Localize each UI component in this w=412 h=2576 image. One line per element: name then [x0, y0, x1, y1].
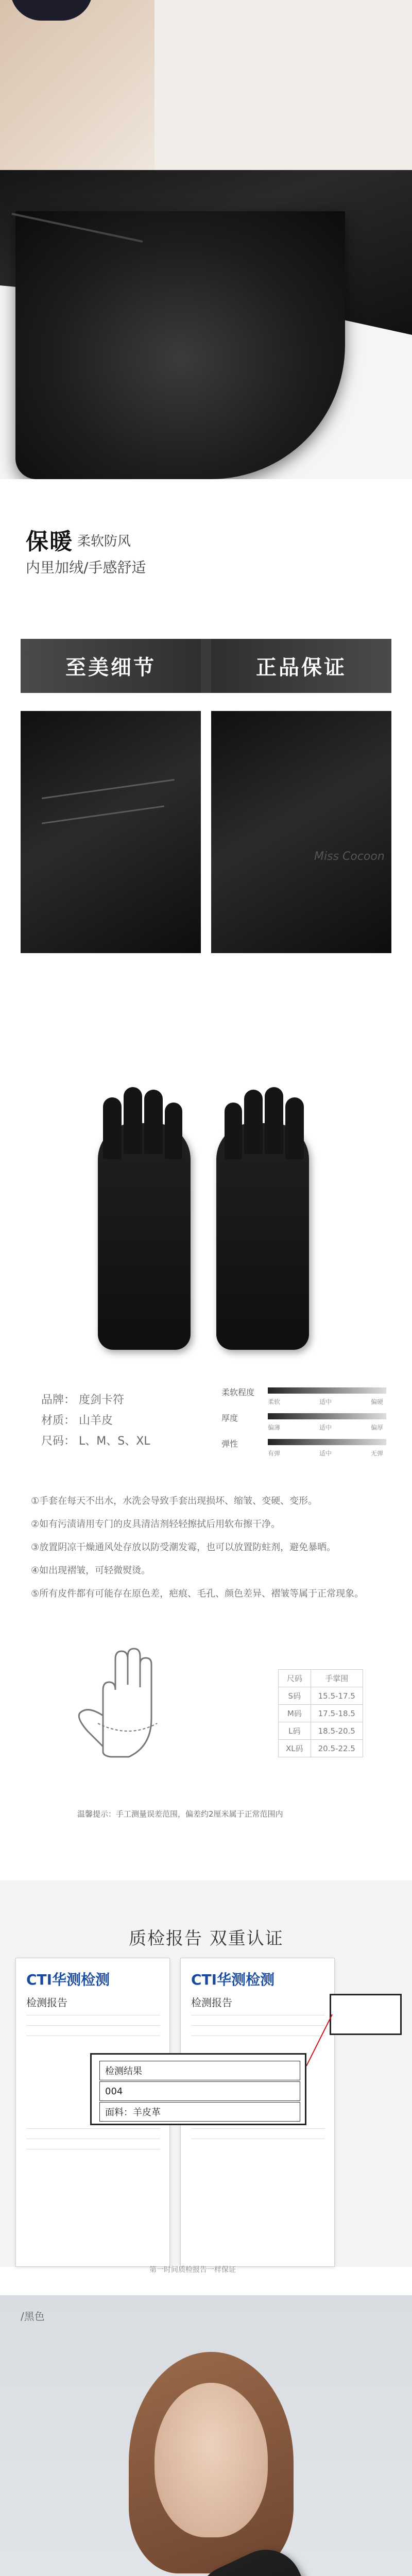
- glove-finger: [103, 1097, 122, 1159]
- authentic-label-box: [211, 639, 391, 693]
- spec-value: L、M、S、XL: [79, 1435, 150, 1448]
- table-cell: 18.5-20.5: [311, 1722, 363, 1740]
- zoom-frame: [330, 1994, 402, 2035]
- glove-finger: [165, 1103, 182, 1159]
- report-heading: 检测报告: [26, 1996, 67, 2009]
- cti-logo: CTI华测检测: [26, 1971, 110, 1988]
- glove-finger: [124, 1087, 142, 1154]
- feature-description: 内里加绒/手感舒适: [26, 559, 146, 576]
- spec-material: [41, 1412, 113, 1428]
- callout-row: 面料：羊皮革: [99, 2102, 300, 2122]
- meter-tick: 无弹: [371, 1450, 384, 1457]
- meter-label: 厚度: [221, 1413, 238, 1423]
- size-table: [278, 1669, 363, 1757]
- seam-line: [42, 805, 164, 824]
- table-row: [279, 1687, 363, 1705]
- table-cell: XL码: [279, 1740, 311, 1757]
- meter-tick: 适中: [319, 1398, 332, 1405]
- hero-wrist: [0, 0, 154, 170]
- detail-photo-right: [211, 711, 391, 953]
- meter-tick: 适中: [319, 1450, 332, 1457]
- report-caption: 第一时间质检报告一样保证: [149, 2266, 236, 2274]
- care-line: ①手套在每天不出水，水洗会导致手套出现损坏、缩皱、变硬、变形。: [31, 1496, 318, 1506]
- meter-label: 柔软程度: [221, 1387, 255, 1397]
- glove-finger: [225, 1103, 242, 1159]
- glove-finger: [144, 1090, 163, 1154]
- detail-label-box: [21, 639, 201, 693]
- feature-title: 保暖: [26, 529, 73, 555]
- detail-photo-left: [21, 711, 201, 953]
- fleece-lining-photo: [0, 170, 412, 479]
- glove-finger: [244, 1090, 263, 1154]
- doc-line: [191, 2025, 325, 2026]
- meter-tick: 偏硬: [371, 1398, 384, 1405]
- authentic-label: 正品保证: [256, 656, 347, 680]
- report-heading: 检测报告: [191, 1996, 232, 2009]
- table-cell: M码: [279, 1705, 311, 1722]
- model-face: [154, 2383, 268, 2537]
- feature-subtitle: 柔软防风: [77, 534, 131, 549]
- seam-line: [42, 779, 175, 799]
- report-callout: [90, 2053, 306, 2125]
- table-cell: S码: [279, 1687, 311, 1705]
- table-row: [279, 1705, 363, 1722]
- meter-bar: [268, 1439, 386, 1445]
- care-line: ③放置阴凉干燥通风处存放以防受潮发霉，也可以放置防蛀剂，避免暴晒。: [31, 1542, 336, 1553]
- size-note: 温馨提示：手工测量误差范围，偏差约2厘米属于正常范围内: [77, 1809, 283, 1819]
- spec-label: 尺码：: [41, 1435, 76, 1448]
- meter-tick: 有弹: [268, 1450, 281, 1457]
- doc-line: [26, 2025, 160, 2026]
- meter-tick: 柔软: [268, 1398, 281, 1405]
- meter-label: 弹性: [221, 1439, 238, 1449]
- callout-row: 004: [99, 2081, 300, 2101]
- detail-banner: [21, 639, 391, 693]
- meter-bar: [268, 1387, 386, 1394]
- spec-value: 度剑卡符: [79, 1394, 125, 1406]
- callout-row: 检测结果: [99, 2061, 300, 2080]
- glove-finger: [285, 1097, 304, 1159]
- fleece-lining: [15, 211, 345, 479]
- color-label: /黑色: [21, 2310, 45, 2323]
- meter-tick: 偏厚: [371, 1424, 384, 1431]
- detail-label: 至美细节: [65, 656, 156, 680]
- table-row: [279, 1722, 363, 1740]
- table-header: 手掌围: [311, 1670, 363, 1687]
- care-line: ②如有污渍请用专门的皮具清洁剂轻轻擦拭后用软布擦干净。: [31, 1519, 281, 1530]
- report-title: 质检报告 双重认证: [129, 1928, 284, 1949]
- care-line: ④如出现褶皱，可轻微熨烫。: [31, 1565, 151, 1576]
- table-cell: 15.5-17.5: [311, 1687, 363, 1705]
- hero-photo: [0, 0, 412, 170]
- table-cell: L码: [279, 1722, 311, 1740]
- spec-value: 山羊皮: [79, 1414, 113, 1427]
- cti-logo: CTI华测检测: [191, 1971, 275, 1988]
- table-cell: 17.5-18.5: [311, 1705, 363, 1722]
- spec-label: 品牌：: [41, 1394, 76, 1406]
- callout-connector: [306, 2009, 337, 2071]
- model-photo-navy: [0, 2295, 412, 2576]
- doc-line: [26, 2128, 160, 2129]
- doc-line: [191, 2128, 325, 2129]
- spec-size: [41, 1432, 150, 1448]
- care-line: ⑤所有皮件都有可能存在原色差，疤痕、毛孔、颜色差异、褶皱等属于正常现象。: [31, 1588, 364, 1599]
- table-cell: 20.5-22.5: [311, 1740, 363, 1757]
- spec-brand: [41, 1391, 124, 1407]
- table-row: [279, 1740, 363, 1757]
- hand-measure-icon: [46, 1628, 201, 1783]
- glove-finger: [265, 1087, 283, 1154]
- meter-tick: 适中: [319, 1424, 332, 1431]
- spec-label: 材质：: [41, 1414, 76, 1427]
- meter-tick: 偏薄: [268, 1424, 281, 1431]
- embossed-logo: Miss Cocoon: [314, 850, 385, 863]
- table-row: [279, 1670, 363, 1687]
- table-header: 尺码: [279, 1670, 311, 1687]
- meter-bar: [268, 1413, 386, 1419]
